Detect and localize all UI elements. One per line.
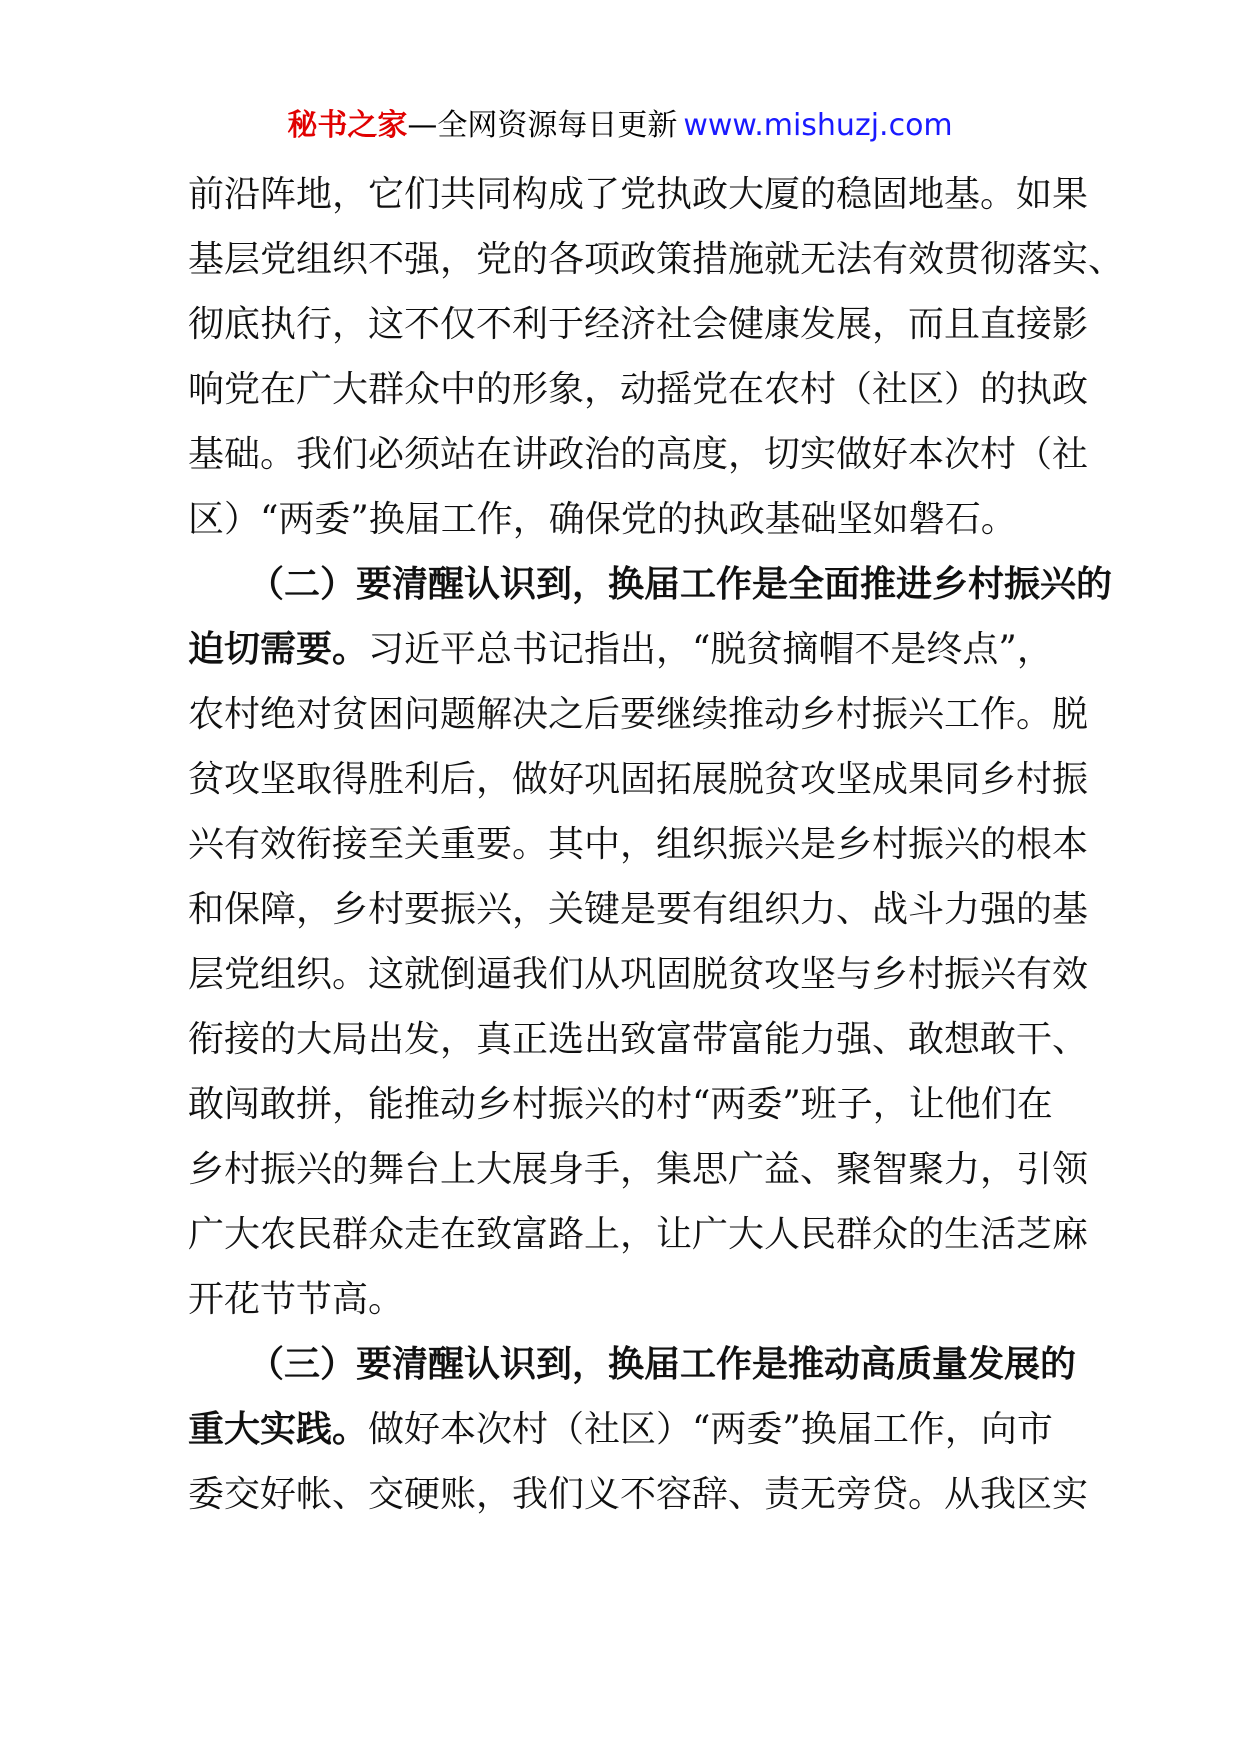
text-line: 农村绝对贫困问题解决之后要继续推动乡村振兴工作。脱 [188,694,1089,735]
text-line: 贫攻坚取得胜利后，做好巩固拓展脱贫攻坚成果同乡村振 [188,759,1089,800]
text-line [188,617,1054,682]
text-line: 乡村振兴的舞台上大展身手，集思广益、聚智聚力，引领 [188,1149,1089,1190]
text-fragment: 做好本次村（社区）“两委”换届工作，向市 [368,1409,1053,1450]
text-line: 衔接的大局出发，真正选出致富带富能力强、敢想敢干、 [188,1019,1089,1060]
section-heading-end: 重大实践。 [188,1409,369,1450]
header-tagline: —全网资源每日更新 [407,108,678,143]
header-brand: 秘书之家 [287,108,408,143]
paragraph-2 [188,552,1113,1332]
section-heading: （三）要清醒认识到，换届工作是推动高质量发展的 [248,1344,1077,1385]
text-line: 广大农民群众走在致富路上，让广大人民群众的生活芝麻 [188,1214,1089,1255]
text-line: 基础。我们必须站在讲政治的高度，切实做好本次村（社 [188,434,1089,475]
text-line: 彻底执行，这不仅不利于经济社会健康发展，而且直接影 [188,304,1089,345]
paragraph-3 [188,1332,1089,1527]
paragraph-1 [188,162,1125,552]
text-line [188,1397,1054,1462]
page-header [0,104,1240,148]
text-line: 和保障，乡村要振兴，关键是要有组织力、战斗力强的基 [188,889,1089,930]
text-line: 前沿阵地，它们共同构成了党执政大厦的稳固地基。如果 [188,174,1089,215]
text-line: 兴有效衔接至关重要。其中，组织振兴是乡村振兴的根本 [188,824,1089,865]
header-url-link[interactable]: www.mishuzj.com [683,108,953,143]
section-heading: （二）要清醒认识到，换届工作是全面推进乡村振兴的 [248,564,1113,605]
text-line: 敢闯敢拼，能推动乡村振兴的村“两委”班子，让他们在 [188,1084,1053,1125]
text-line: 开花节节高。 [188,1279,405,1320]
text-line: 区）“两委”换届工作，确保党的执政基础坚如磐石。 [188,499,1017,540]
text-line: 层党组织。这就倒逼我们从巩固脱贫攻坚与乡村振兴有效 [188,954,1089,995]
text-line: 基层党组织不强，党的各项政策措施就无法有效贯彻落实、 [188,239,1125,280]
text-line: 委交好帐、交硬账，我们义不容辞、责无旁贷。从我区实 [188,1474,1089,1515]
text-line: 响党在广大群众中的形象，动摇党在农村（社区）的执政 [188,369,1089,410]
section-heading-end: 迫切需要。 [188,629,369,670]
text-fragment: 习近平总书记指出，“脱贫摘帽不是终点”， [368,629,1053,670]
document-body [188,162,1125,1527]
